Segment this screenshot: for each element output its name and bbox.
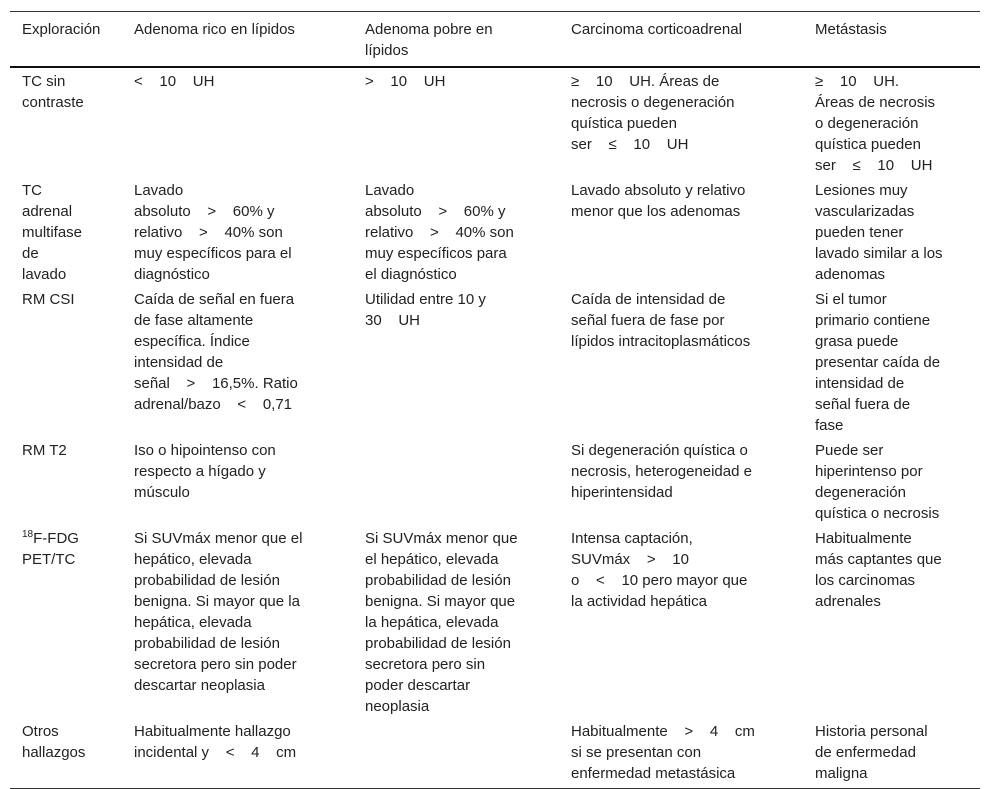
row-label bbox=[10, 525, 122, 718]
header-adenoma-pobre: Adenoma pobre en lípidos bbox=[365, 21, 493, 59]
row-label bbox=[10, 67, 122, 177]
table-row bbox=[10, 67, 980, 177]
table-cell bbox=[353, 718, 559, 789]
table-cell: ≥ 10 UH. Áreas de necrosis o degeneración quística pueden ser ≤ 10 UH bbox=[815, 73, 936, 174]
table-row bbox=[10, 177, 980, 286]
header-exploracion: Exploración bbox=[22, 21, 101, 38]
row-label-text: RM T2 bbox=[22, 442, 67, 459]
table-cell: Si el tumor primario contiene grasa puede presentar caída de intensidad de señal fuera de fase bbox=[815, 291, 941, 434]
table-cell: > 10 UH bbox=[365, 73, 446, 90]
table-cell: Lesiones muy vascularizadas pueden tener lavado similar a los adenomas bbox=[815, 182, 943, 283]
table-row bbox=[10, 437, 980, 525]
table-cell: Caída de intensidad de señal fuera de fase por lípidos intracitoplasmáticos bbox=[571, 291, 751, 350]
table-row bbox=[10, 718, 980, 789]
table-cell: Habitualmente > 4 cm si se presentan con enfermedad metastásica bbox=[571, 723, 755, 782]
table-cell: Lavado absoluto > 60% y relativo > 40% son muy específicos para el diagnóstico bbox=[134, 182, 292, 283]
table-cell: Si SUVmáx menor que el hepático, elevada probabilidad de lesión benigna. Si mayor que la hepática, elevada probabilidad de lesión secretora pero sin poder descartar neoplasia bbox=[134, 530, 303, 694]
row-label-text: Otros hallazgos bbox=[22, 723, 86, 761]
table-row bbox=[10, 525, 980, 718]
table-cell: Caída de señal en fuera de fase altamente específica. Índice intensidad de señal > 16,5%. Ratio adrenal/bazo < 0,71 bbox=[134, 291, 298, 413]
table-cell: Lavado absoluto > 60% y relativo > 40% son muy específicos para el diagnóstico bbox=[365, 182, 514, 283]
row-label-text: TC adrenal multifase de lavado bbox=[22, 182, 83, 283]
table-cell: ≥ 10 UH. Áreas de necrosis o degeneración quística pueden ser ≤ 10 UH bbox=[571, 73, 735, 153]
header-carcinoma: Carcinoma corticoadrenal bbox=[571, 21, 742, 38]
table-cell bbox=[353, 437, 559, 525]
table-cell: Utilidad entre 10 y 30 UH bbox=[365, 291, 486, 329]
row-label-superscript: 18 bbox=[22, 529, 34, 540]
table-cell: Intensa captación, SUVmáx > 10 o < 10 pero mayor que la actividad hepática bbox=[571, 530, 748, 610]
table-row bbox=[10, 286, 980, 437]
row-label bbox=[10, 437, 122, 525]
row-label-text: F-FDG PET/TC bbox=[22, 530, 79, 568]
row-label bbox=[10, 718, 122, 789]
row-label bbox=[10, 286, 122, 437]
table-cell: Habitualmente hallazgo incidental y < 4 cm bbox=[134, 723, 297, 761]
row-label-text: RM CSI bbox=[22, 291, 75, 308]
table-cell: Puede ser hiperintenso por degeneración quística o necrosis bbox=[815, 442, 940, 522]
comparison-table bbox=[10, 11, 980, 789]
row-label-text: TC sin contraste bbox=[22, 73, 84, 111]
table-cell: Historia personal de enfermedad maligna bbox=[815, 723, 928, 782]
header-adenoma-rico: Adenoma rico en lípidos bbox=[134, 21, 295, 38]
table-cell: < 10 UH bbox=[134, 73, 215, 90]
header-row bbox=[10, 12, 980, 68]
table-cell: Si degeneración quística o necrosis, heterogeneidad e hiperintensidad bbox=[571, 442, 752, 501]
table-cell: Lavado absoluto y relativo menor que los adenomas bbox=[571, 182, 746, 220]
header-metastasis: Metástasis bbox=[815, 21, 887, 38]
table-cell: Si SUVmáx menor que el hepático, elevada probabilidad de lesión benigna. Si mayor que la hepática, elevada probabilidad de lesión secretora pero sin poder descartar neoplasia bbox=[365, 530, 518, 715]
table-cell: Iso o hipointenso con respecto a hígado y músculo bbox=[134, 442, 276, 501]
row-label bbox=[10, 177, 122, 286]
table-cell: Habitualmente más captantes que los carcinomas adrenales bbox=[815, 530, 942, 610]
